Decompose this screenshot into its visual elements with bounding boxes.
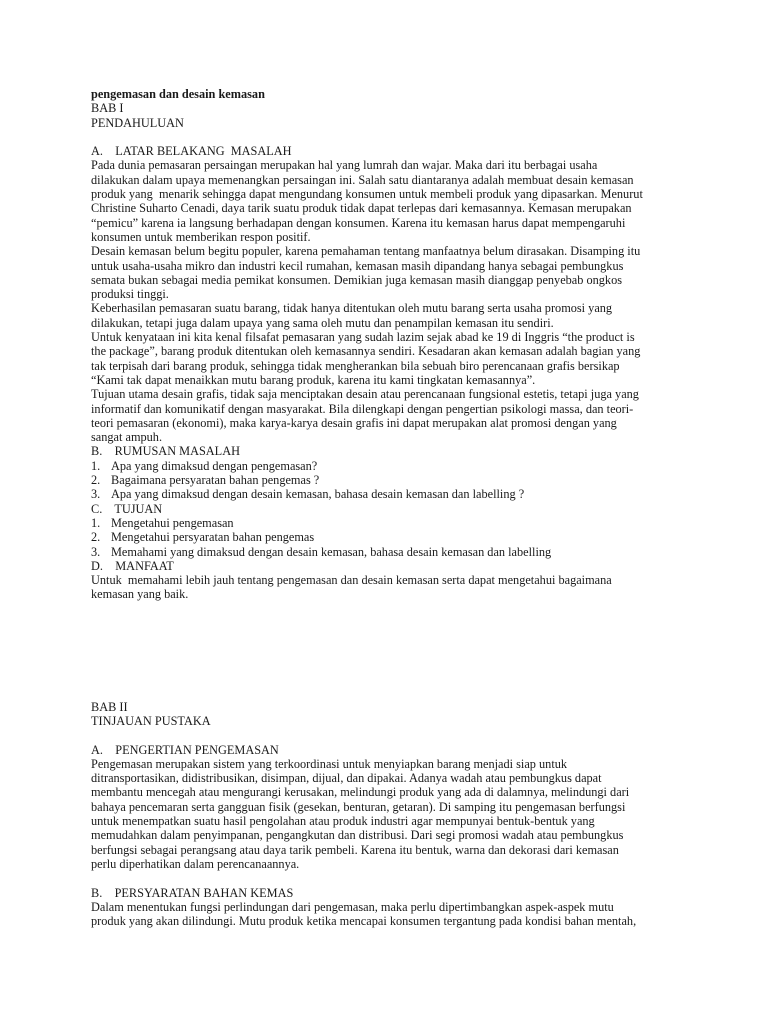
paragraph-line: Dalam menentukan fungsi perlindungan dari pengemasan, maka perlu dipertimbangkan aspek-aspek mutu [91, 899, 614, 914]
bab2-subheading: TINJAUAN PUSTAKA [91, 713, 211, 728]
paragraph-line: Untuk kenyataan ini kita kenal filsafat pemasaran yang sudah lazim sejak abad ke 19 di Inggris “the product is [91, 330, 635, 345]
paragraph-line: kemasan yang baik. [91, 587, 189, 602]
paragraph-line: “pemicu” karena ia langsung berhadapan dengan konsumen. Karena itu kemasan harus dapat mempengaruhi [91, 215, 626, 230]
paragraph-line: Pada dunia pemasaran persaingan merupakan hal yang lumrah dan wajar. Maka dari itu berbagai usaha [91, 158, 598, 173]
paragraph-line: informatif dan komunikatif dengan masyarakat. Bila dilengkapi dengan pengertian psikologi massa, dan teori- [91, 401, 634, 416]
bab1-subheading: PENDAHULUAN [91, 115, 184, 130]
paragraph-line: Keberhasilan pemasaran suatu barang, tidak hanya ditentukan oleh mutu barang serta usaha promosi yang [91, 301, 613, 316]
list-text: Apa yang dimaksud dengan pengemasan? [111, 458, 318, 473]
paragraph-line: Tujuan utama desain grafis, tidak saja menciptakan desain atau perencanaan fungsional estetis, tetapi juga yang [91, 387, 639, 402]
list-number: 3. [91, 544, 101, 559]
list-text: Bagaimana persyaratan bahan pengemas ? [111, 473, 320, 488]
paragraph-line: Christine Suharto Cenadi, daya tarik suatu produk tidak dapat terlepas dari kemasannya. Kemasan merupakan [91, 201, 632, 216]
paragraph-line: untuk usaha-usaha mikro dan industri kecil rumahan, kemasan masih dipandang hanya sebagai pembungkus [91, 258, 624, 273]
section-c-list [91, 516, 681, 559]
section-b-list [91, 459, 681, 502]
paragraph-line: sangat ampuh. [91, 430, 163, 445]
list-item [91, 487, 681, 501]
paragraph-line: teori pemasaran (ekonomi), maka karya-karya desain grafis ini dapat merupakan alat promosi dengan yang [91, 415, 617, 430]
paragraph-line: Pengemasan merupakan sistem yang terkoordinasi untuk menyiapkan barang menjadi siap untuk [91, 756, 568, 771]
spacer [91, 871, 681, 885]
bab2-section-a-title: A. PENGERTIAN PENGEMASAN [91, 742, 279, 757]
section-a-body [91, 158, 681, 444]
paragraph-line: dilakukan, tetapi juga dalam upaya yang sama oleh mutu dan penampilan kemasan itu sendiri. [91, 315, 554, 330]
document-page [91, 87, 681, 928]
list-text: Mengetahui persyaratan bahan pengemas [111, 530, 315, 545]
list-item [91, 530, 681, 544]
paragraph-line: untuk menempatkan suatu hasil pengolahan atau produk industri agar mempunyai bentuk-bentuk yang [91, 814, 595, 829]
list-number: 3. [91, 487, 101, 502]
list-text: Apa yang dimaksud dengan desain kemasan, bahasa desain kemasan dan labelling ? [111, 487, 525, 502]
section-d-title: D. MANFAAT [91, 558, 174, 573]
spacer [91, 728, 681, 742]
bab2-heading: BAB II [91, 699, 128, 714]
paragraph-line: ditransportasikan, didistribusikan, disimpan, dijual, dan dipakai. Adanya wadah atau pembungkus dapat [91, 771, 602, 786]
paragraph-line: perlu diperhatikan dalam perencanaannya. [91, 856, 300, 871]
section-b-title: B. RUMUSAN MASALAH [91, 444, 240, 459]
list-item [91, 545, 681, 559]
paragraph-line: tak terpisah dari barang produk, sehingga tidak mengherankan bila sebuah biro perencanaan grafis bersikap [91, 358, 620, 373]
paragraph-line: memudahkan dalam penyimpanan, pengangkutan dan distribusi. Dari segi promosi wadah atau pembungkus [91, 828, 624, 843]
bab2-section-a-body [91, 757, 681, 871]
list-number: 2. [91, 530, 101, 545]
paragraph-line: Untuk memahami lebih jauh tentang pengemasan dan desain kemasan serta dapat mengetahui bagaimana [91, 573, 612, 588]
spacer [91, 130, 681, 144]
paragraph-line: Desain kemasan belum begitu populer, karena pemahaman tentang manfaatnya belum dirasakan. Disamping itu [91, 244, 641, 259]
paragraph-line: bahaya pencemaran serta gangguan fisik (gesekan, benturan, getaran). Di samping itu pengemasan berfungsi [91, 799, 626, 814]
paragraph-line: “Kami tak dapat menaikkan mutu barang produk, karena itu kami tingkatan kemasannya”. [91, 372, 536, 387]
paragraph-line: semata bukan sebagai media pemikat konsumen. Demikian juga kemasan masih dianggap penyebab ongkos [91, 272, 623, 287]
page-break-spacer [91, 602, 681, 700]
paragraph-line: dilakukan dalam upaya memenangkan persaingan ini. Salah satu diantaranya adalah membuat desain kemasan [91, 172, 634, 187]
list-item [91, 516, 681, 530]
paragraph-line: the package”, barang produk ditentukan oleh kemasannya sendiri. Kesadaran akan kemasan adalah bagian yang [91, 344, 641, 359]
list-number: 2. [91, 473, 101, 488]
section-c-title: C. TUJUAN [91, 501, 163, 516]
bab1-heading: BAB I [91, 101, 124, 116]
paragraph-line: produksi tinggi. [91, 287, 169, 302]
list-number: 1. [91, 458, 101, 473]
section-a-title: A. LATAR BELAKANG MASALAH [91, 144, 292, 159]
list-text: Memahami yang dimaksud dengan desain kemasan, bahasa desain kemasan dan labelling [111, 544, 552, 559]
paragraph-line: berfungsi sebagai perangsang atau daya tarik pembeli. Karena itu bentuk, warna dan dekorasi dari kemasan [91, 842, 619, 857]
list-item [91, 459, 681, 473]
paragraph-line: produk yang menarik sehingga dapat mengundang konsumen untuk membeli produk yang dipasarkan. Menurut [91, 187, 643, 202]
list-number: 1. [91, 515, 101, 530]
list-text: Mengetahui pengemasan [111, 515, 234, 530]
bab2-section-b-title: B. PERSYARATAN BAHAN KEMAS [91, 885, 294, 900]
list-item [91, 473, 681, 487]
paragraph-line: membantu mencegah atau mengurangi kerusakan, melindungi produk yang ada di dalamnya, melindungi dari [91, 785, 630, 800]
document-title: pengemasan dan desain kemasan [91, 87, 265, 101]
paragraph-line: konsumen untuk memberikan respon positif. [91, 229, 311, 244]
paragraph-line: produk yang akan dilindungi. Mutu produk ketika mencapai konsumen tergantung pada kondisi bahan mentah, [91, 914, 637, 929]
